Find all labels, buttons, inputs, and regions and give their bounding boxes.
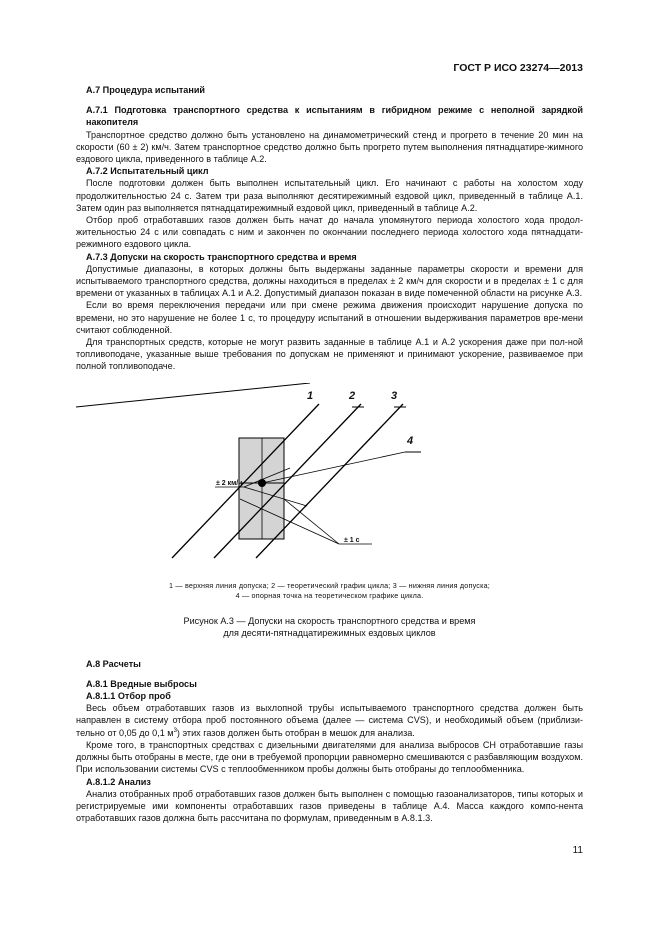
time-leader-right <box>284 499 339 544</box>
figure-a3 <box>76 383 583 573</box>
section-a812-title: А.8.1.2 Анализ <box>86 776 151 787</box>
document-header: ГОСТ Р ИСО 23274—2013 <box>453 62 583 74</box>
section-a73-paragraph-3: Для транспортных средств, которые не могут развить заданные в таблице А.1 и А.2 ускорения даже при пол-ной топливоподаче, указанные выше требования по допускам не применяют и принимают ускорение, развиваемое при полной топливоподаче. <box>76 337 583 372</box>
section-a811-title: А.8.1.1 Отбор проб <box>86 691 171 702</box>
figure-legend <box>76 581 583 601</box>
a811-p1-superscript: 3 <box>173 727 177 734</box>
figure-label-4: 4 <box>407 434 414 447</box>
section-a811-paragraph-1 <box>76 702 583 739</box>
section-a7-title: А.7 Процедура испытаний <box>86 85 206 95</box>
a811-p1-part-b: ) этих газов должен быть отобран в мешок для анализа. <box>176 727 415 738</box>
figure-caption-line-2: для десяти-пятнадцатирежимных ездовых циклов <box>223 628 436 639</box>
section-a81-title: А.8.1 Вредные выбросы <box>86 678 197 689</box>
section-a812-paragraph: Анализ отобранных проб отработавших газов должен быть выполнен с помощью газоанализаторов, типы которых и регистрируемые ими компоненты отработавших газов приведены в таблице А.4. Масса каждого компо-нента отработавших газов должна быть рассчитана по формулам, приведенным в А.8.1.3. <box>76 788 583 824</box>
section-a8-title: А.8 Расчеты <box>86 658 141 669</box>
time-tolerance-label: ± 1 с <box>344 536 360 544</box>
section-a71-paragraph: Транспортное средство должно быть установлено на динамометрический стенд и прогрето в течение 20 мин на скорости (60 ± 2) км/ч. Затем транспортное средство должно быть прогрето путем выполнения пятнадцатире-жимного ездового цикла, приведенного в таблице А.2. <box>76 129 583 165</box>
a811-p1-part-a: Весь объем отработавших газов из выхлопной трубы испытываемого транспортного средства должен быть направлен в систему отбора проб постоянного объема (далее — система CVS), и необходимый объем (приблизи-тельно от 0,05 до 0,1 м <box>76 703 583 738</box>
figure-legend-line-1: 1 — верхняя линия допуска; 2 — теоретический график цикла; 3 — нижняя линия допуска; <box>168 580 490 590</box>
speed-tolerance-label: ± 2 км/ч <box>216 479 243 487</box>
section-a72-paragraph-1: После подготовки должен быть выполнен испытательный цикл. Его начинают с работы на холостом ходу продолжительностью 24 с. Затем три раза выполняют десятирежимный ездовой цикл, приведенный в таблице А.1. Затем один раз выполняется пятнадцатирежимный ездовой цикл, приведенный в таблице А.2. <box>76 178 583 213</box>
figure-label-3: 3 <box>391 389 398 402</box>
section-a73-title: А.7.3 Допуски на скорость транспортного средства и время <box>86 251 357 262</box>
tolerance-diagram <box>76 383 583 573</box>
section-a72-paragraph-2: Отбор проб отработавших газов должен быть начат до начала упомянутого периода холостого хода продол-жительностью 24 с или совпадать с ним и закончен по окончании последнего периода холостого хода пятнадцати-режимного ездового цикла. <box>76 215 583 250</box>
figure-label-1: 1 <box>307 389 314 402</box>
section-a71-title: А.7.1 Подготовка транспортного средства к испытаниям в гибридном режиме с неполной зарядкой накопителя <box>86 105 583 128</box>
figure-caption-line-1: Рисунок А.3 — Допуски на скорость транспортного средства и время <box>183 615 476 626</box>
page-number: 11 <box>572 845 583 856</box>
figure-legend-line-2: 4 — опорная точка на теоретическом графике цикла. <box>235 590 424 600</box>
figure-caption <box>76 615 583 640</box>
section-a73-paragraph-1: Допустимые диапазоны, в которых должны быть выдержаны заданные параметры скорости и времени для испытываемого транспортного средства, должны находиться в пределах ± 2 км/ч для скорости и в пределах ± 1 с для времени от указанных в таблицах А.1 и А.2. Допустимый диапазон показан в виде помеченной области на рисунке А.3. <box>76 263 583 299</box>
section-a811-paragraph-2: Кроме того, в транспортных средствах с дизельными двигателями для анализа выбросов CH отработавшие газы должны быть отобраны в месте, где они в требуемой пропорции равномерно смешиваются с разбавляющим воздухом. При использовании системы CVS с теплообменником пробы должны быть отобраны до теплообменника. <box>76 739 583 775</box>
section-a73-paragraph-2: Если во время переключения передачи или при смене режима движения происходит нарушение допуска по времени, но это нарушение не более 1 с, то процедуру испытаний в отношении выдерживания параметров вре-мени считают соблюденной. <box>76 300 583 335</box>
section-a72-title: А.7.2 Испытательный цикл <box>86 166 209 177</box>
figure-label-2: 2 <box>349 389 356 402</box>
page-body <box>76 84 583 824</box>
